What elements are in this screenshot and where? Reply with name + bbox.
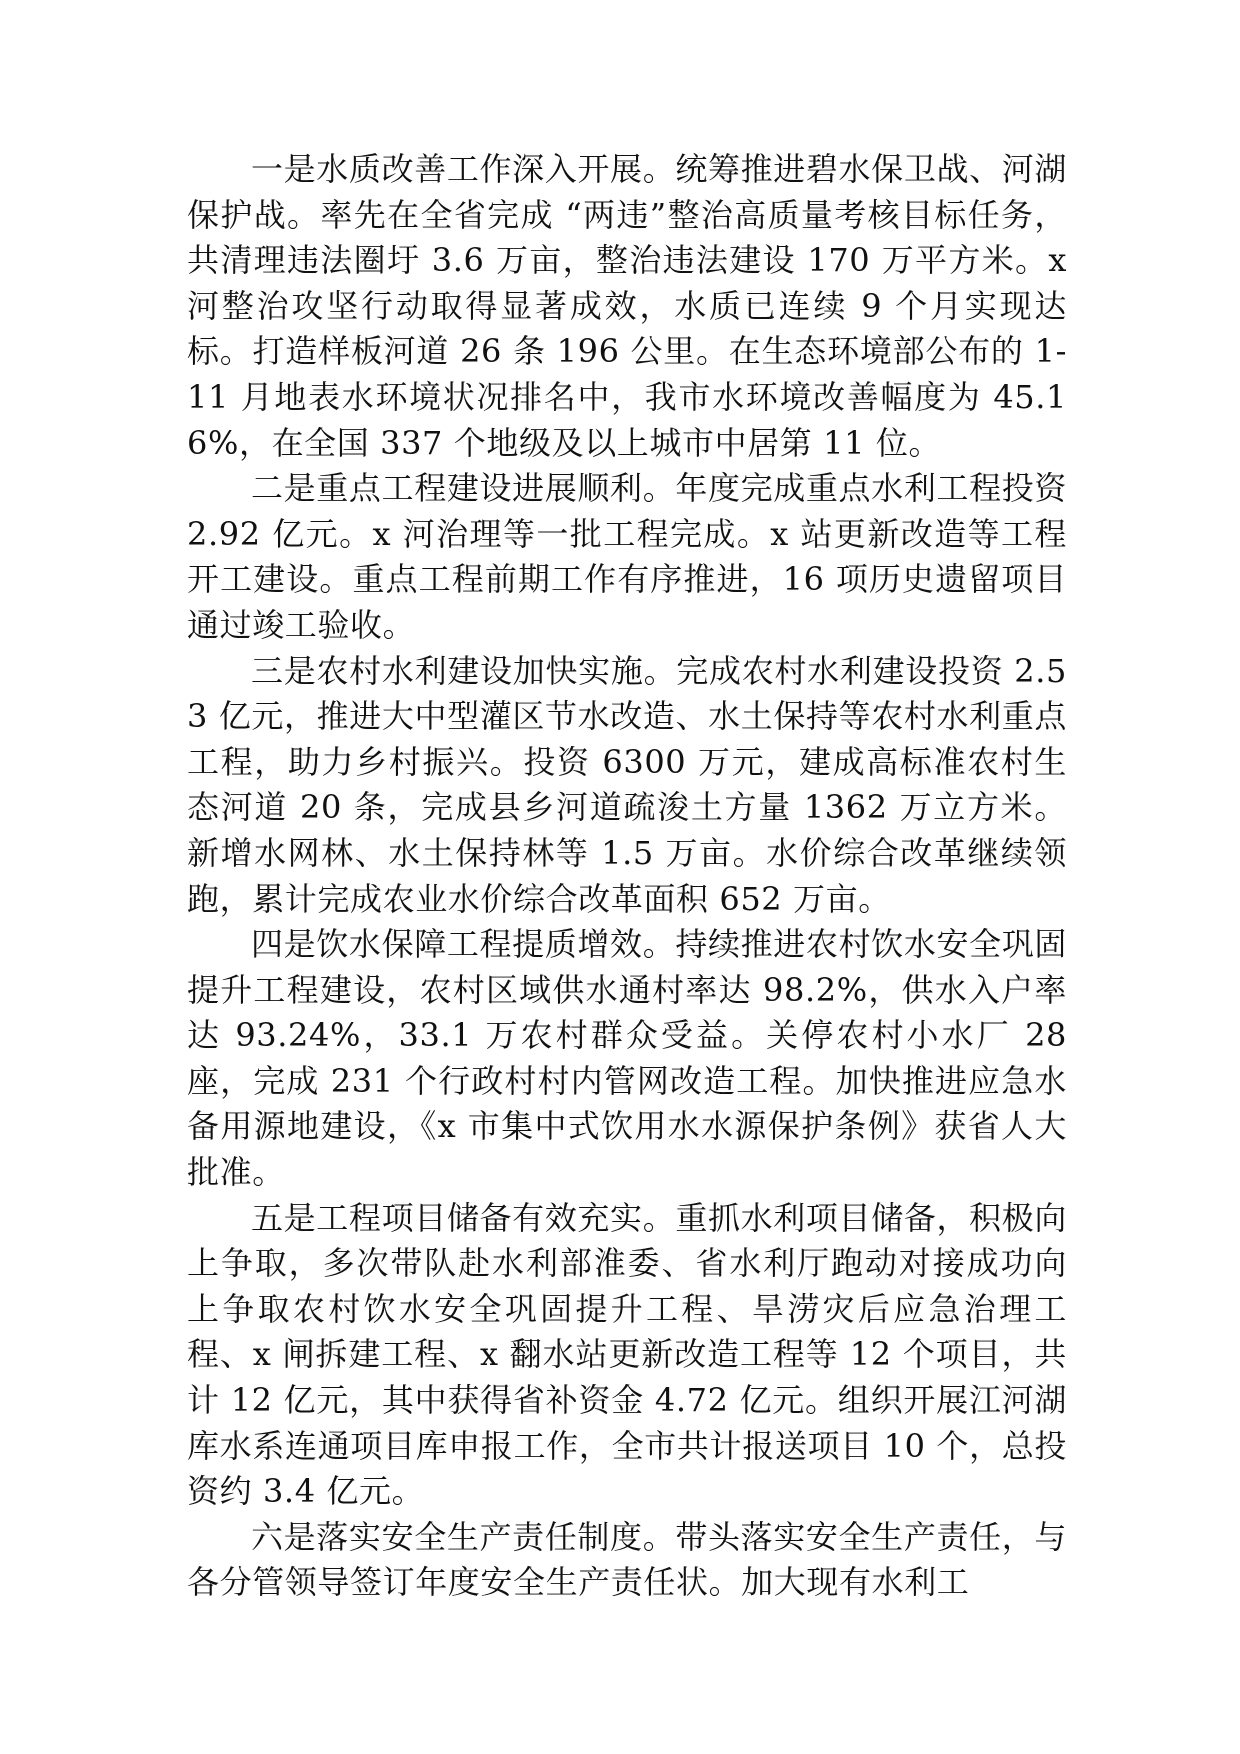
paragraph-water-quality: 一是水质改善工作深入开展。统筹推进碧水保卫战、河湖保护战。率先在全省完成 “两违”整治高质量考核目标任务，共清理违法圈圩 3.6 万亩，整治违法建设 170 万平方米。x 河整治攻坚行动取得显著成效，水质已连续 9 个月实现达标。打造样板河道 26 条 196 公里。在生态环境部公布的 1-11 月地表水环境状况排名中，我市水环境改善幅度为 45.16%，在全国 337 个地级及以上城市中居第 11 位。 [187, 150, 1067, 462]
paragraph-safety-production: 六是落实安全生产责任制度。带头落实安全生产责任，与各分管领导签订年度安全生产责任状。加大现有水利工 [187, 1517, 1067, 1602]
paragraph-drinking-water: 四是饮水保障工程提质增效。持续推进农村饮水安全巩固提升工程建设，农村区域供水通村率达 98.2%，供水入户率达 93.24%，33.1 万农村群众受益。关停农村小水厂 28 座，完成 231 个行政村村内管网改造工程。加快推进应急水备用源地建设，《x 市集中式饮用水水源保护条例》获省人大批准。 [187, 925, 1067, 1192]
paragraph-rural-water: 三是农村水利建设加快实施。完成农村水利建设投资 2.53 亿元，推进大中型灌区节水改造、水土保持等农村水利重点工程，助力乡村振兴。投资 6300 万元，建成高标准农村生态河道 20 条，完成县乡河道疏浚土方量 1362 万立方米。新增水网林、水土保持林等 1.5 万亩。水价综合改革继续领跑，累计完成农业水价综合改革面积 652 万亩。 [187, 651, 1067, 918]
document-body [187, 147, 1067, 1606]
paragraph-key-projects: 二是重点工程建设进展顺利。年度完成重点水利工程投资 2.92 亿元。x 河治理等一批工程完成。x 站更新改造等工程开工建设。重点工程前期工作有序推进，16 项历史遗留项目通过竣工验收。 [187, 469, 1067, 644]
paragraph-project-reserve: 五是工程项目储备有效充实。重抓水利项目储备，积极向上争取，多次带队赴水利部淮委、省水利厅跑动对接成功向上争取农村饮水安全巩固提升工程、旱涝灾后应急治理工程、x 闸拆建工程、x 翻水站更新改造工程等 12 个项目，共计 12 亿元，其中获得省补资金 4.72 亿元。组织开展江河湖库水系连通项目库申报工作，全市共计报送项目 10 个，总投资约 3.4 亿元。 [187, 1198, 1067, 1511]
